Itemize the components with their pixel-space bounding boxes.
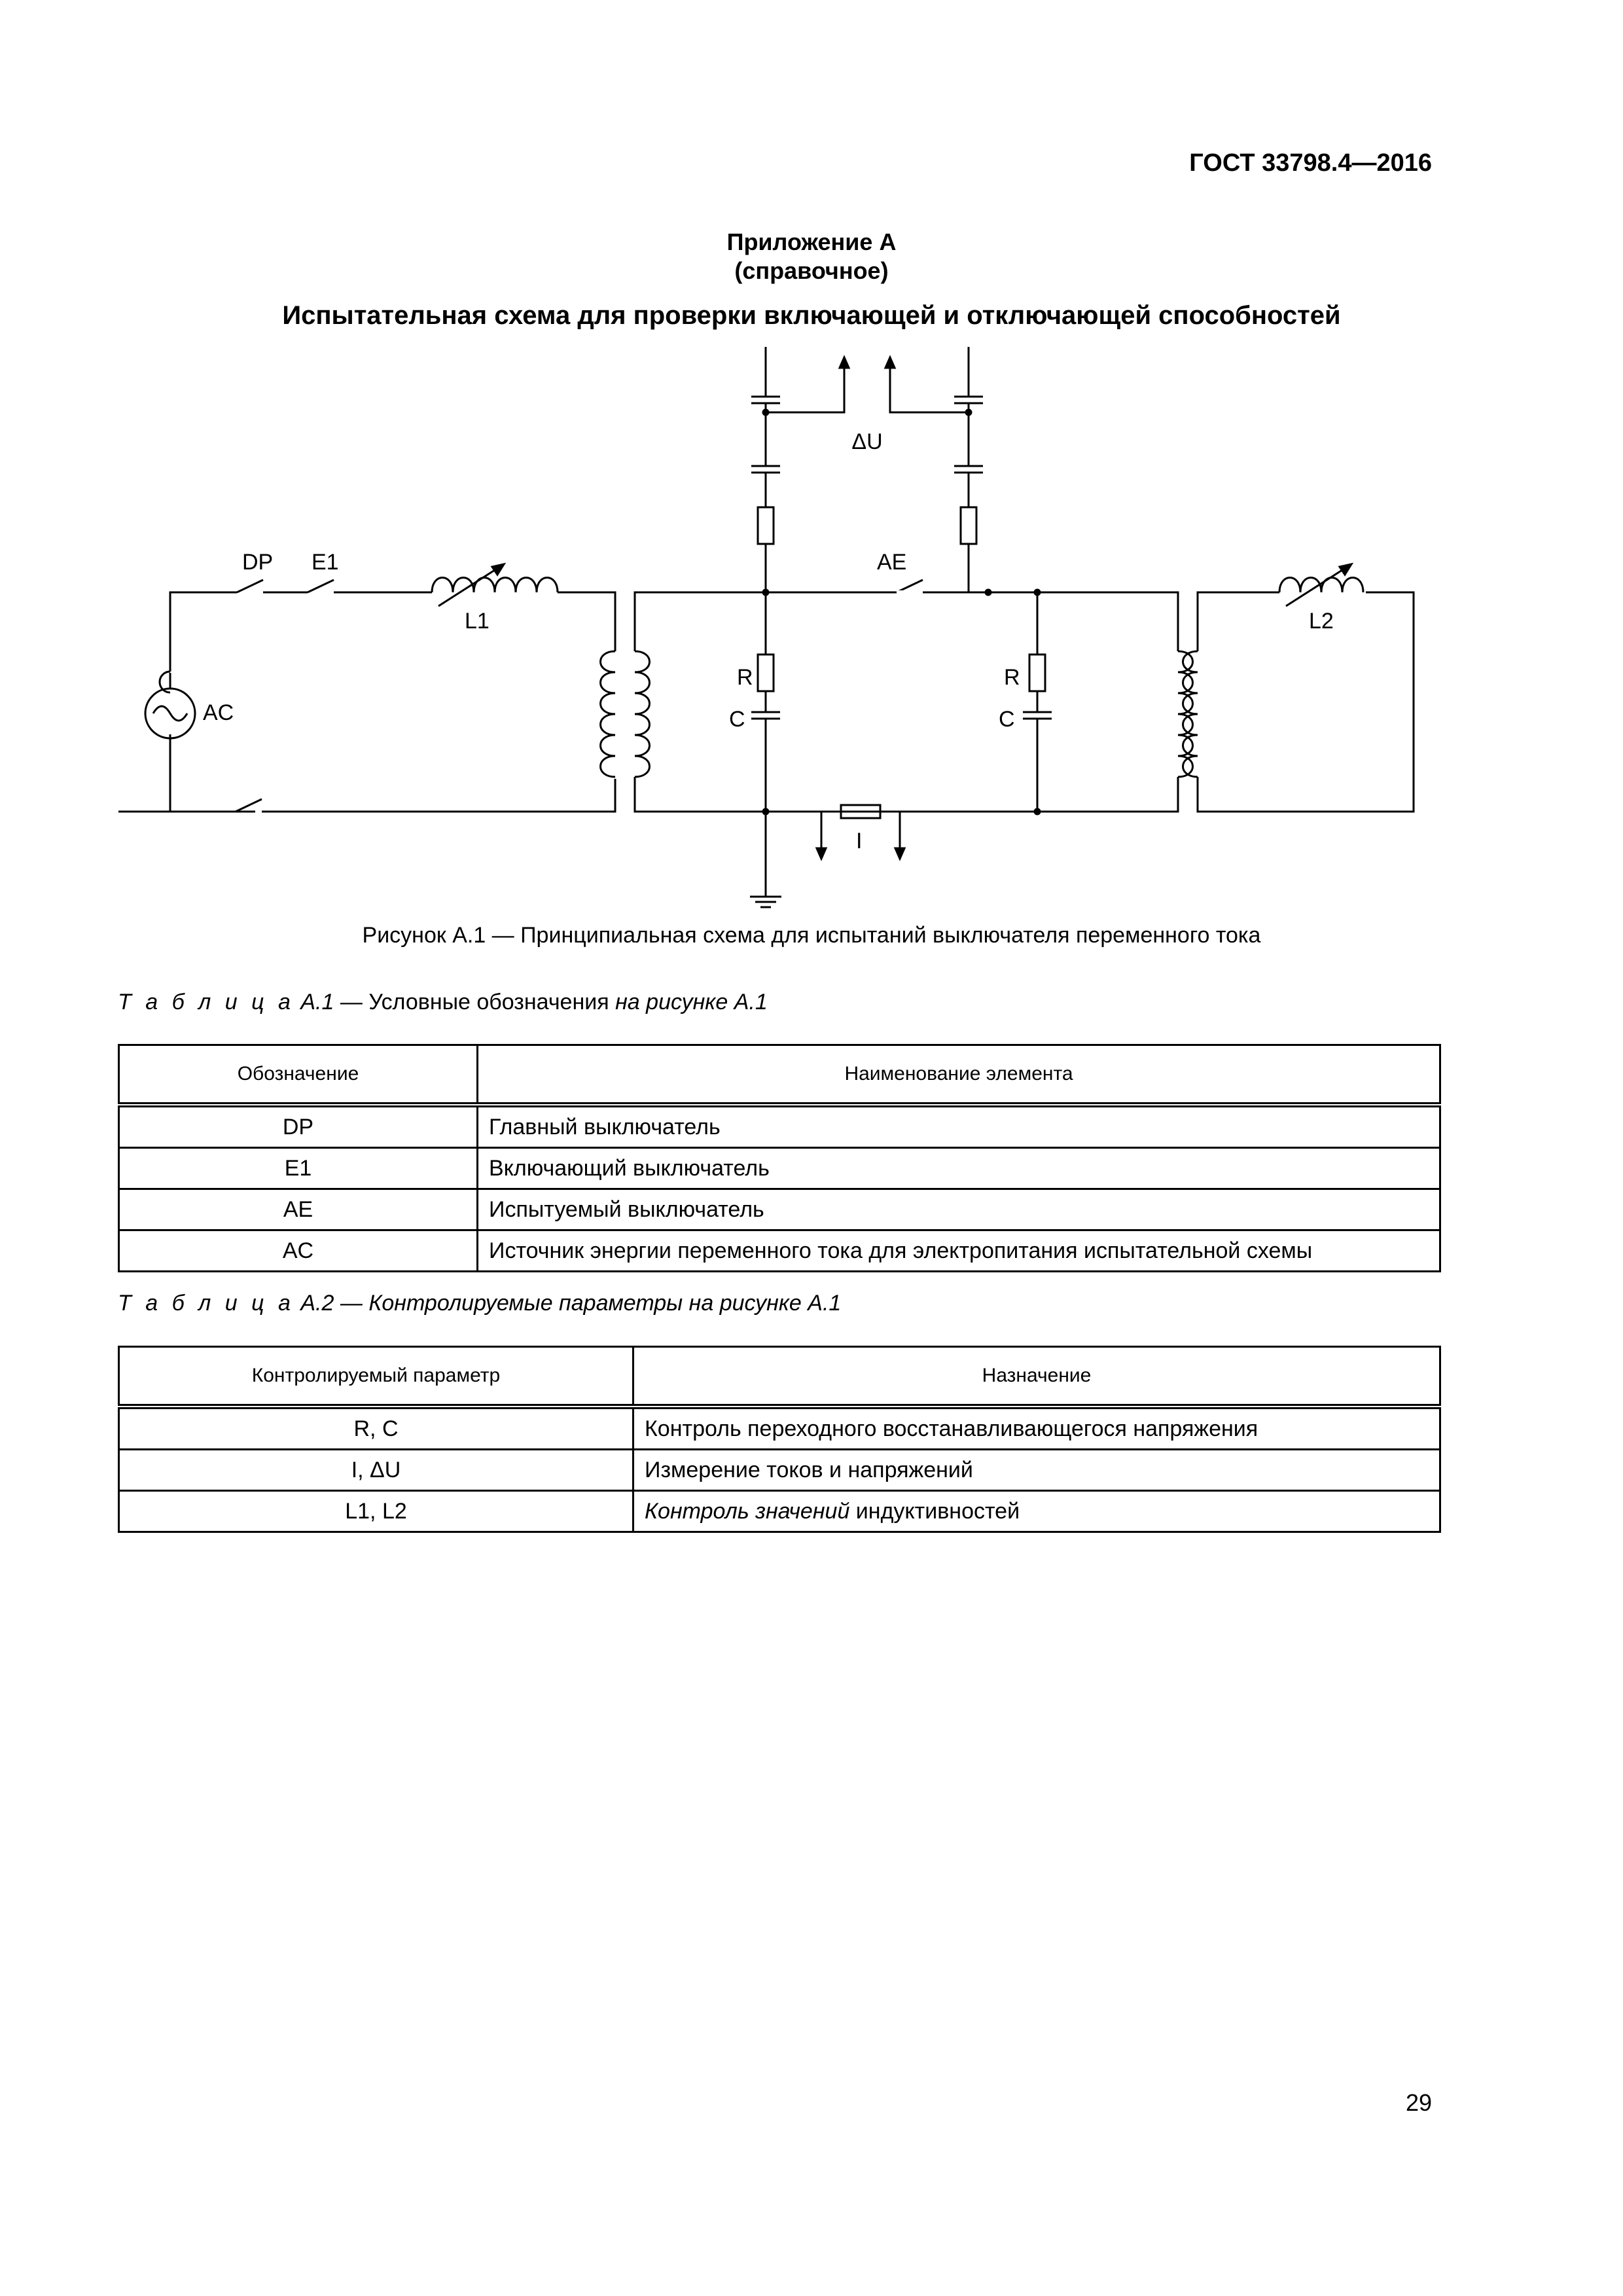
label-ac: AC (203, 700, 234, 725)
table-cell: Измерение токов и напряжений (633, 1450, 1440, 1491)
appendix-heading (0, 228, 1623, 285)
appendix-subtitle: (справочное) (734, 257, 889, 284)
circuit-schematic (118, 340, 1505, 916)
left-transformer (601, 592, 1008, 812)
ac-source-loop (118, 564, 615, 812)
label-l2: L2 (1309, 609, 1334, 634)
table-cell: Испытуемый выключатель (478, 1189, 1440, 1230)
label-c-left: C (729, 707, 745, 732)
label-i: I (856, 829, 863, 853)
table-cell: AC (119, 1230, 478, 1272)
table1-caption-word: Т а б л и ц а (118, 990, 294, 1014)
table-row (119, 1189, 1440, 1230)
table-row (119, 1148, 1440, 1189)
parameters-table (118, 1346, 1441, 1533)
label-du: ΔU (851, 429, 883, 454)
table-cell: Источник энергии переменного тока для электропитания испытательной схемы (478, 1230, 1440, 1272)
label-ae: AE (877, 550, 907, 575)
label-r-right: R (1004, 665, 1020, 690)
table1-caption (118, 990, 768, 1015)
l2-inductor-icon (1279, 578, 1363, 593)
table-cell: Главный выключатель (478, 1105, 1440, 1148)
table1-caption-tail: на рисунке А.1 (615, 990, 768, 1014)
table2-caption (118, 1291, 841, 1316)
table-header-cell: Контролируемый параметр (119, 1347, 633, 1407)
table2-caption-word: Т а б л и ц а (118, 1291, 294, 1316)
table2-caption-number: А.2 (300, 1291, 334, 1316)
right-transformer (1008, 564, 1414, 812)
table-cell (633, 1491, 1440, 1532)
label-e1: E1 (312, 550, 339, 575)
table-cell: E1 (119, 1148, 478, 1189)
table-header-cell: Обозначение (119, 1045, 478, 1105)
table-row (119, 1450, 1440, 1491)
table-cell-italic: Контроль значений (645, 1498, 850, 1524)
r-right-resistor (1029, 655, 1045, 691)
table1-caption-number: А.1 (300, 990, 334, 1014)
table-cell: I, ΔU (119, 1450, 633, 1491)
table-cell: L1, L2 (119, 1491, 633, 1532)
dp-switch-bottom-blade (236, 799, 262, 812)
dp-switch-blade (237, 580, 263, 592)
table-cell: Контроль переходного восстанавливающегося напряжения (633, 1407, 1440, 1450)
table-header-cell: Назначение (633, 1347, 1440, 1407)
table-row (119, 1407, 1440, 1450)
label-r-left: R (737, 665, 753, 690)
page-number: 29 (1405, 2089, 1432, 2116)
r-left-resistor (758, 655, 774, 691)
table-cell: R, C (119, 1407, 633, 1450)
figure-caption: Рисунок А.1 — Принципиальная схема для испытаний выключателя переменного тока (362, 923, 1261, 948)
label-c-right: C (999, 707, 1015, 732)
table-header-cell: Наименование элемента (478, 1045, 1440, 1105)
appendix-title: Приложение А (726, 228, 897, 255)
table-cell-text: индуктивностей (849, 1498, 1020, 1524)
label-dp: DP (242, 550, 274, 575)
table2-caption-text: — Контролируемые параметры на рисунке А.1 (334, 1291, 842, 1316)
standard-code: ГОСТ 33798.4—2016 (1189, 149, 1432, 177)
e1-switch-blade (308, 580, 334, 592)
l1-inductor-icon (432, 578, 558, 593)
sine-wave-icon (153, 706, 187, 721)
table-cell: AE (119, 1189, 478, 1230)
table1-caption-text: — Условные обозначения (334, 990, 616, 1014)
table-header-row (119, 1045, 1440, 1105)
table-header-row (119, 1347, 1440, 1407)
table-cell: DP (119, 1105, 478, 1148)
label-l1: L1 (465, 609, 490, 634)
test-network (750, 347, 1178, 907)
designations-table (118, 1044, 1441, 1272)
scheme-title: Испытательная схема для проверки включающей и отключающей способностей (282, 301, 1341, 330)
table-row (119, 1491, 1440, 1532)
table-cell: Включающий выключатель (478, 1148, 1440, 1189)
table-row (119, 1230, 1440, 1272)
table-row (119, 1105, 1440, 1148)
